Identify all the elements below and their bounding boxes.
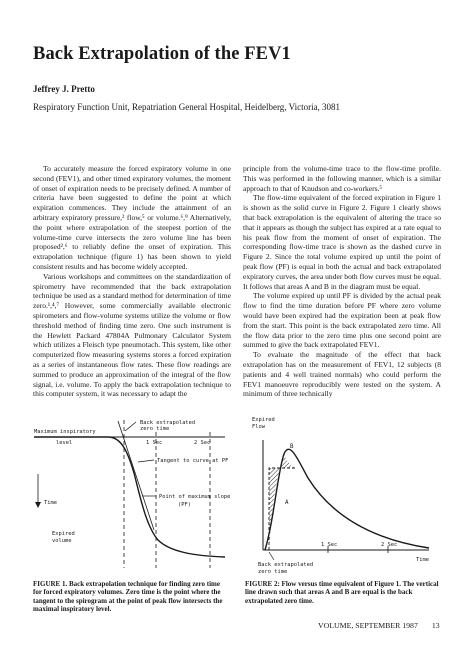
paragraph: principle from the volume-time trace to the flow-time profile. This was performed in the following manner, which is a similar approach to that of Knudson and co-workers.⁵ — [243, 164, 441, 193]
figure-2-flow-time — [244, 410, 442, 580]
label-expired: Expired — [252, 417, 275, 423]
label-one-sec: 1 Sec — [321, 542, 338, 548]
figure-1-caption: FIGURE 1. Back extrapolation technique for finding zero time for forced expiratory volumes. Zero time is the point where the tangent to the spirogram at the point of peak flow intersects the maximal inspiratory level. — [33, 580, 223, 614]
label-back-extrapolated: Back extrapolated — [258, 562, 314, 568]
page-footer — [318, 621, 440, 630]
tangent-pointer — [138, 460, 154, 462]
label-back-extrapolated: Back extrapolated — [140, 420, 196, 426]
label-tangent: Tangent to curve at PF — [157, 458, 229, 464]
label-expired: Expired — [52, 531, 75, 537]
label-point-max-slope: Point of maximum slope — [159, 494, 230, 500]
label-volume: volume — [52, 538, 72, 544]
label-level: level — [56, 440, 73, 446]
label-time: Time — [416, 557, 429, 563]
paragraph: To evaluate the magnitude of the effect that back extrapolation has on the measurement of FEV1, 12 subjects (8 patients and 4 well trained normals) who could perform the FEV1 manoeuvre reproducibly were tested on the system. A minimum of three technically — [243, 350, 441, 399]
label-flow: Flow — [252, 424, 265, 430]
label-zero-time: zero time — [258, 569, 288, 575]
label-zero-time: zero time — [140, 426, 170, 432]
label-two-sec: 2 Sec — [381, 542, 398, 548]
left-column — [33, 164, 231, 399]
arrow-head — [35, 502, 41, 508]
author-affiliation: Respiratory Function Unit, Repatriation General Hospital, Heidelberg, Victoria, 3081 — [33, 102, 341, 112]
label-pf: (PF) — [178, 502, 191, 508]
paper-title: Back Extrapolation of the FEV1 — [33, 44, 291, 64]
page-number: 13 — [431, 621, 440, 630]
paragraph: The volume expired up until PF is divided by the actual peak flow to find the time duration before PF where zero volume would have been expired had the expiration been at peak flow from the start. This point is the back extrapolated zero time. All the flow data prior to the zero time plus one second point are summed to give the back extrapolated FEV1. — [243, 291, 441, 350]
figure-1-spirogram — [30, 418, 230, 583]
zero-time-pointer — [125, 422, 136, 431]
label-one-sec: 1 Sec — [146, 440, 163, 446]
label-time: Time — [44, 500, 57, 506]
paragraph: The flow-time equivalent of the forced expiration in Figure 1 is shown as the solid curve in Figure 2. Figure 1 clearly shows that back extrapolation is the equivalent of altering the trace so that it appears as though the subject has expired at a rate equal to his peak flow from the moment of onset of expiration. The corresponding flow-time trace is shown as the dashed curve in Figure 2. Since the total volume expired up until the point of peak flow (PF) is equal in both the actual and back extrapolated expiratory curves, the area under both flow curves must be equal. It follows that areas A and B in the diagram must be equal. — [243, 193, 441, 291]
label-max-inspiratory: Maximum inspiratory — [34, 429, 96, 435]
paragraph: Various workshops and committees on the standardization of spirometry have recommended that the back extrapolation technique be used as a standard method for determination of time zero.¹,⁴,⁷ However, some commercially available electronic spirometers and flow-volume systems utilize the volume or flow threshold method of finding time zero. One such instrument is the Hewlett Packard 47804A Pulmonary Calculator System which utilizes a Fleisch type pneumotach. This system, like other computerized flow measuring systems stores a forced expiration as a series of instantaneous flow rates. These flow readings are summed to produce an approximation of the integral of the flow signal, i.e. volume. To apply the back extrapolation technique to this computer system, it was necessary to adapt the — [33, 271, 231, 399]
paragraph: To accurately measure the forced expiratory volume in one second (FEV1), and other timed expiratory volumes, the moment of onset of expiration needs to be precisely defined. A number of criteria have been suggested to define the point at which expiration commences. They include the attainment of an arbitrary expiratory pressure,² flow,⁵ or volume.⁶,⁹ Alternatively, the point where extrapolation of the steepest portion of the volume-time curve intersects the zero volume line has been proposed²,⁶ to reliably define the onset of expiration. This extrapolation technique (figure 1) has been shown to yield consistent results and has become widely accepted. — [33, 164, 231, 271]
author-name: Jeffrey J. Pretto — [33, 84, 95, 94]
figure-2-caption: FIGURE 2: Flow versus time equivalent of Figure 1. The vertical line drawn such that areas A and B are equal is the back extrapolated zero time. — [245, 580, 439, 605]
label-two-sec: 2 Sec — [194, 440, 211, 446]
zero-time-pointer — [269, 552, 274, 560]
journal-volume: VOLUME, SEPTEMBER 1987 — [318, 621, 418, 630]
right-column — [243, 164, 441, 399]
label-b: B — [290, 444, 294, 450]
label-a: A — [285, 500, 289, 506]
